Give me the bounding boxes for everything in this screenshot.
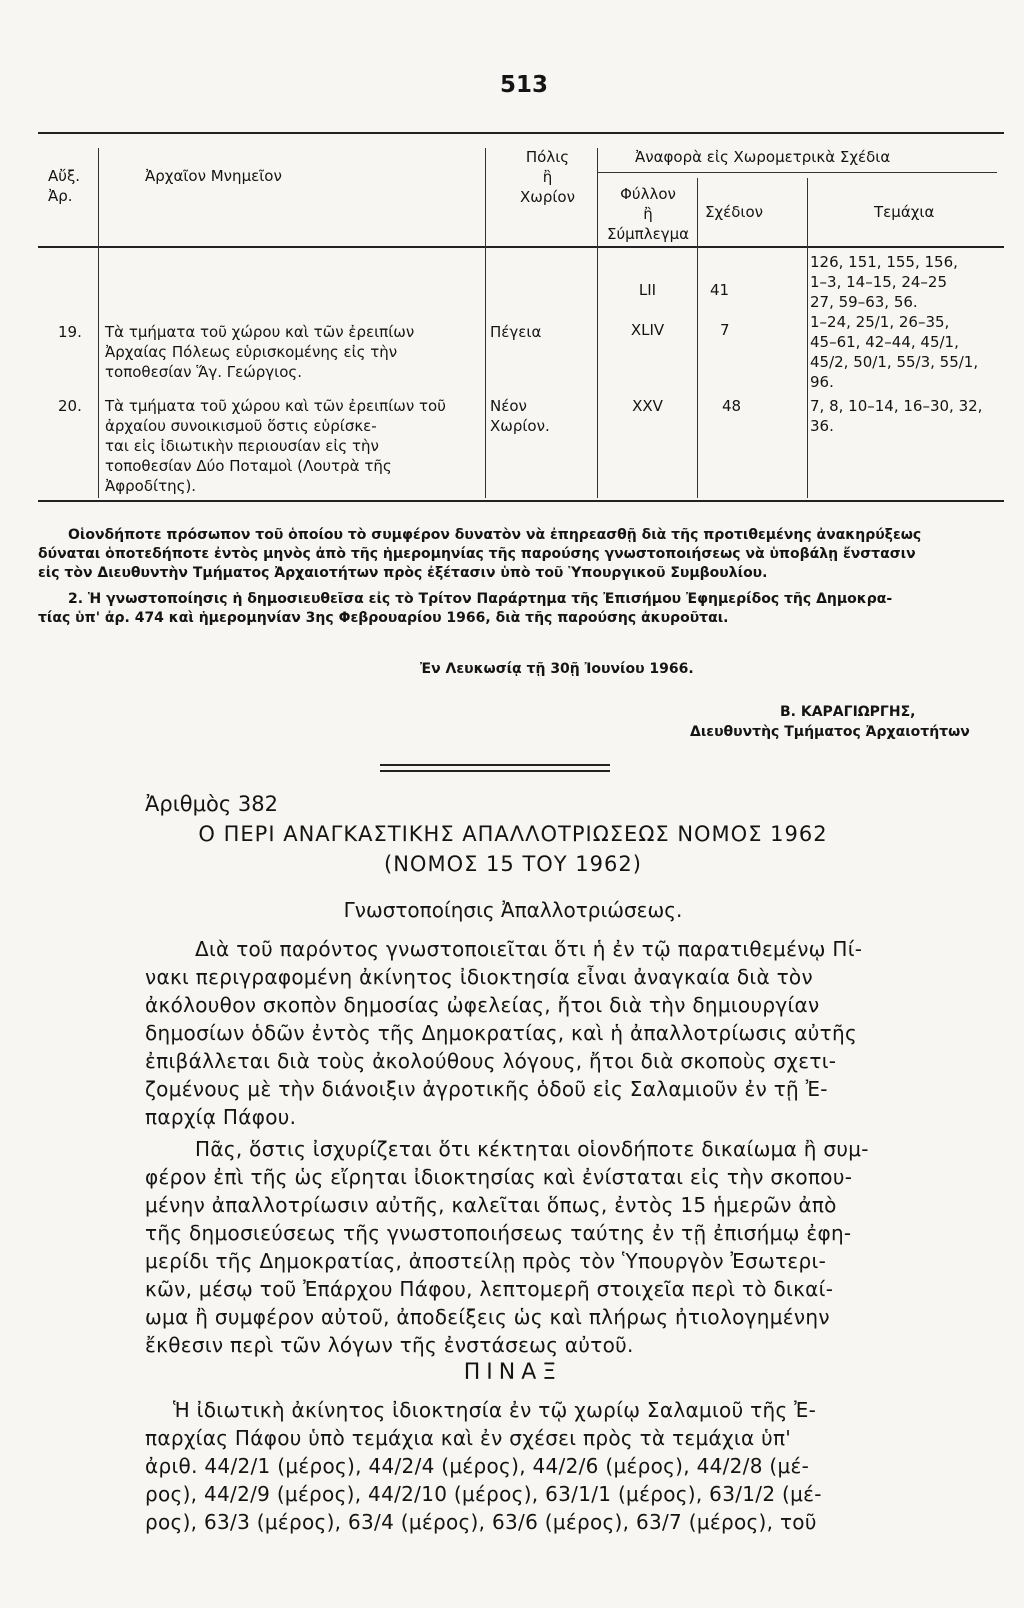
row-number: 19. (58, 323, 82, 341)
row-plots-line: 36. (810, 417, 834, 435)
header-town-line: Πόλις (525, 148, 570, 166)
header-serial-line: Αὔξ. (48, 167, 81, 185)
row-plots-line: 45/2, 50/1, 55/3, 55/1, (810, 353, 979, 371)
row-monument (105, 322, 483, 382)
dateline: Ἐν Λευκωσίᾳ τῇ 30ῇ Ἰουνίου 1966. (420, 661, 694, 677)
header-serial (48, 166, 80, 206)
schedule-body (145, 1396, 885, 1536)
header-plots: Τεμάχια (874, 203, 935, 221)
col-divider (597, 148, 598, 498)
row-plots-line: 27, 59–63, 56. (810, 293, 918, 311)
row-monument-line: Ἀρχαίας Πόλεως εὑρισκομένης εἰς τὴν (105, 343, 398, 361)
act-title: Ο ΠΕΡΙ ΑΝΑΓΚΑΣΤΙΚΗΣ ΑΠΑΛΛΟΤΡΙΩΣΕΩΣ ΝΟΜΟΣ 1962 (198, 822, 828, 846)
body-line: ρος), 44/2/9 (μέρος), 44/2/10 (μέρος), 63/1/1 (μέρος), 63/1/2 (μέ- (145, 1482, 822, 1506)
body-line: μένην ἀπαλλοτρίωσιν αὐτῆς, καλεῖται ὅπως, ἐντὸς 15 ἡμερῶν ἀπὸ (145, 1193, 837, 1217)
act-subtitle: (ΝΟΜΟΣ 15 ΤΟΥ 1962) (384, 852, 642, 876)
row-sheet: XXV (632, 397, 663, 415)
row-monument (105, 396, 483, 496)
header-town-line: Χωρίον (520, 188, 575, 206)
body-paragraph-2 (145, 1135, 885, 1359)
table-top-rule (38, 132, 1004, 134)
body-line: ἔκθεσιν περὶ τῶν λόγων τῆς ἐνστάσεως αὐτοῦ. (145, 1333, 634, 1357)
row-monument-line: ται εἰς ἰδιωτικὴν περιουσίαν εἰς τὴν (105, 437, 379, 455)
body-line: παρχίας Πάφου ὑπὸ τεμάχια καὶ ἐν σχέσει πρὸς τὰ τεμάχια ὑπ' (145, 1426, 792, 1450)
header-serial-line: Ἀρ. (48, 187, 73, 205)
signatory-name: Β. ΚΑΡΑΓΙΩΡΓΗΣ, (780, 704, 916, 720)
col-divider (485, 148, 486, 498)
col-divider (98, 148, 99, 498)
body-line: ἐπιβάλλεται διὰ τοὺς ἀκολούθους λόγους, ἤτοι διὰ σκοποὺς σχετι- (145, 1049, 837, 1073)
body-line: φέρον ἐπὶ τῆς ὡς εἴρηται ἰδιοκτησίας καὶ ἐνίσταται εἰς τὴν σκοπου- (145, 1165, 853, 1189)
row-number: 20. (58, 397, 82, 415)
separator-rule (380, 764, 610, 766)
row-monument-line: ἀρχαίου συνοικισμοῦ ὅστις εὑρίσκε- (105, 417, 377, 435)
row-monument-line: Τὰ τμήματα τοῦ χώρου καὶ τῶν ἐρειπίων (105, 323, 415, 341)
body-line: ωμα ἢ συμφέρον αὐτοῦ, ἀποδείξεις ὡς καὶ πλήρως ἠτιολογημένην (145, 1305, 830, 1329)
body-line: Διὰ τοῦ παρόντος γνωστοποιεῖται ὅτι ἡ ἐν τῷ παρατιθεμένῳ Πί- (195, 937, 863, 961)
separator-rule (380, 770, 610, 772)
body-line: ζομένους μὲ τὴν διάνοιξιν ἀγροτικῆς ὁδοῦ εἰς Σαλαμιοῦν ἐν τῇ Ἐ- (145, 1077, 828, 1101)
body-line: ἀριθ. 44/2/1 (μέρος), 44/2/4 (μέρος), 44/2/6 (μέρος), 44/2/8 (μέ- (145, 1454, 810, 1478)
row-sheet: LII (638, 281, 657, 299)
signatory-title: Διευθυντὴς Τμήματος Ἀρχαιοτήτων (690, 724, 970, 740)
header-sheet-line: ἢ (643, 205, 653, 223)
row-plots-line: 1–24, 25/1, 26–35, (810, 313, 950, 331)
paragraph-line: δύναται ὁποτεδήποτε ἐντὸς μηνὸς ἀπὸ τῆς ἡμερομηνίας τῆς παρούσης γνωστοποιήσεως νὰ ὑποβάλῃ ἔνστασιν (38, 546, 916, 562)
body-line: μερίδι τῆς Δημοκρατίας, ἀποστείλῃ πρὸς τὸν Ὑπουργὸν Ἐσωτερι- (145, 1249, 827, 1273)
row-plan: 48 (722, 397, 742, 415)
header-sheet-line: Σύμπλεγμα (606, 225, 690, 243)
row-sheet: XLIV (630, 321, 665, 339)
notice-heading: Γνωστοποίησις Ἀπαλλοτριώσεως. (343, 898, 683, 922)
cancel-paragraph (38, 590, 1004, 628)
header-plan: Σχέδιον (705, 203, 764, 221)
row-plots-line: 1–3, 14–15, 24–25 (810, 273, 948, 291)
row-monument-line: τοποθεσίαν Ἅγ. Γεώργιος. (105, 363, 302, 381)
row-plots-line: 96. (810, 373, 834, 391)
row-plots-line: 126, 151, 155, 156, (810, 253, 958, 271)
header-town (500, 147, 595, 207)
row-monument-line: Τὰ τμήματα τοῦ χώρου καὶ τῶν ἐρειπίων τοῦ (105, 397, 446, 415)
row-town-line: Χωρίον. (490, 417, 550, 435)
schedule-heading: ΠΙΝΑΞ (463, 1360, 563, 1385)
body-paragraph-1 (145, 935, 885, 1131)
row-plots (810, 396, 1006, 436)
col-divider (697, 178, 698, 498)
row-monument-line: τοποθεσίαν Δύο Ποταμοὶ (Λουτρὰ τῆς (105, 457, 392, 475)
row-plots-line: 45–61, 42–44, 45/1, (810, 333, 959, 351)
header-sheet (603, 184, 693, 244)
row-town: Πέγεια (490, 323, 542, 341)
table-bottom-rule (38, 500, 1004, 502)
paragraph-line: τίας ὑπ' ἀρ. 474 καὶ ἡμερομηνίαν 3ης Φεβρουαρίου 1966, διὰ τῆς παρούσης ἀκυροῦται. (38, 610, 729, 626)
body-line: δημοσίων ὁδῶν ἐντὸς τῆς Δημοκρατίας, καὶ ἡ ἀπαλλοτρίωσις αὐτῆς (145, 1021, 857, 1045)
subheader-rule (597, 172, 997, 173)
page-number: 513 (500, 72, 549, 98)
table-header-rule (38, 246, 1004, 248)
row-town (490, 396, 550, 436)
row-plan: 7 (720, 321, 730, 339)
body-line: Πᾶς, ὅστις ἰσχυρίζεται ὅτι κέκτηται οἱονδήποτε δικαίωμα ἢ συμ- (195, 1137, 869, 1161)
row-monument-line: Ἀφροδίτης). (105, 477, 197, 495)
objection-paragraph (38, 526, 1004, 583)
notice-number: Ἀριθμὸς 382 (145, 792, 278, 816)
paragraph-line: εἰς τὸν Διευθυντὴν Τμήματος Ἀρχαιοτήτων πρὸς ἐξέτασιν ὑπὸ τοῦ Ὑπουργικοῦ Συμβουλίου. (38, 565, 768, 581)
body-line: τῆς δημοσιεύσεως τῆς γνωστοποιήσεως ταύτης ἐν τῇ ἐπισήμῳ ἐφη- (145, 1221, 852, 1245)
col-divider (807, 178, 808, 498)
body-line: ἀκόλουθον σκοπὸν δημοσίας ὠφελείας, ἤτοι διὰ τὴν δημιουργίαν (145, 993, 820, 1017)
row-town-line: Νέον (490, 397, 527, 415)
body-line: νακι περιγραφομένη ἀκίνητος ἰδιοκτησία εἶναι ἀναγκαία διὰ τὸν (145, 965, 813, 989)
body-line: ρος), 63/3 (μέρος), 63/4 (μέρος), 63/6 (μέρος), 63/7 (μέρος), τοῦ (145, 1510, 817, 1534)
paragraph-line: 2. Ἡ γνωστοποίησις ἡ δημοσιευθεῖσα εἰς τὸ Τρίτον Παράρτημα τῆς Ἐπισήμου Ἐφημερίδος τῆς Δημοκρα- (68, 591, 893, 607)
body-line: κῶν, μέσῳ τοῦ Ἐπάρχου Πάφου, λεπτομερῆ στοιχεῖα περὶ τὸ δικαί- (145, 1277, 834, 1301)
paragraph-line: Οἱονδήποτε πρόσωπον τοῦ ὁποίου τὸ συμφέρον δυνατὸν νὰ ἐπηρεασθῇ διὰ τῆς προτιθεμένης ἀνακηρύξεως (68, 527, 922, 543)
header-reference: Ἀναφορὰ εἰς Χωρομετρικὰ Σχέδια (635, 148, 891, 166)
row-plan: 41 (710, 281, 730, 299)
header-sheet-line: Φύλλον (620, 185, 676, 203)
row-plots-line: 7, 8, 10–14, 16–30, 32, (810, 397, 983, 415)
header-monument: Ἀρχαῖον Μνημεῖον (145, 167, 282, 185)
body-line: Ἡ ἰδιωτικὴ ἀκίνητος ἰδιοκτησία ἐν τῷ χωρίῳ Σαλαμιοῦ τῆς Ἐ- (173, 1398, 817, 1422)
row-plots (810, 252, 1006, 392)
header-town-line: ἢ (542, 168, 553, 186)
body-line: παρχίᾳ Πάφου. (145, 1105, 297, 1129)
